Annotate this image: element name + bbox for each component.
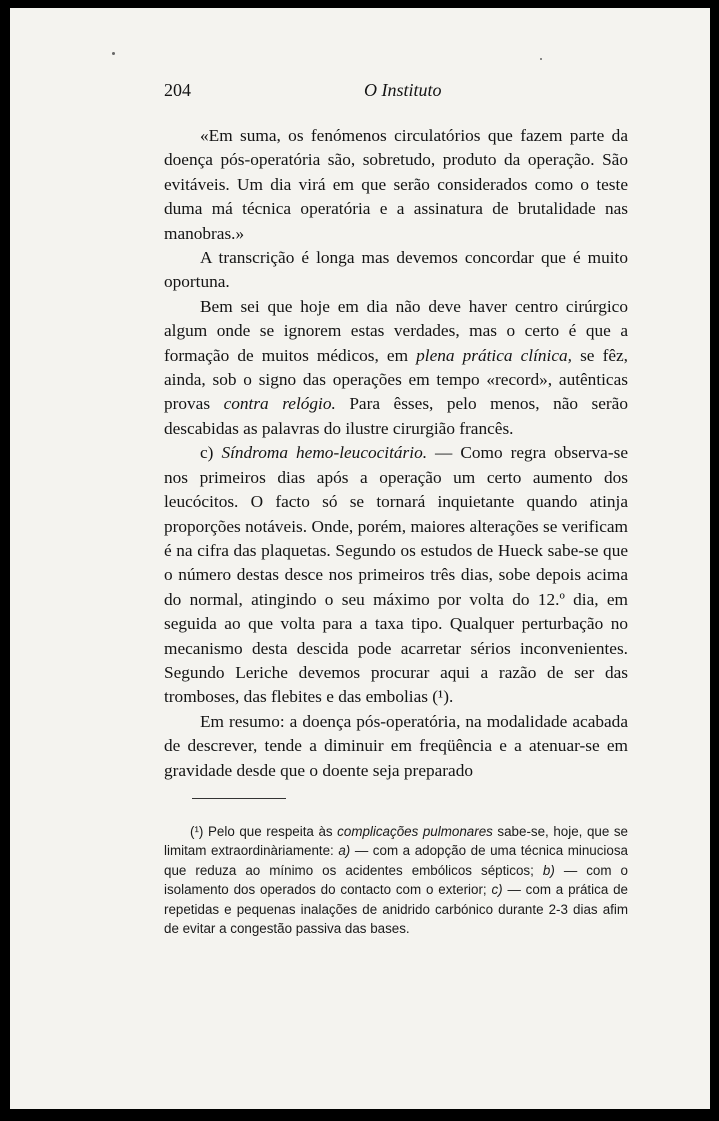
list-marker-a: a) <box>338 843 351 859</box>
text-run: — com o isolamento dos operados do contacto com o exterior; <box>164 862 629 898</box>
emphasis-plena-pratica: plena prática clínica, <box>416 345 572 365</box>
paper-speck <box>540 58 542 60</box>
text-run: Pelo que respeita às <box>203 824 338 839</box>
text-run: — Como regra observa-se nos primeiros dias após a operação um certo aumento dos leucócitos. O facto só se tornará inquietante quando atinja proporções notáveis. Onde, porém, maiores alterações se verificam é na cifra das plaquetas. Segundo os estudos de Hueck sabe-se que o número destas desce nos primeiros três dias, sobe depois acima do normal, atingindo o seu máximo por volta do 12.º dia, em seguida ao que volta para a taxa tipo. Qualquer perturbação no mecanismo desta descida pode acarretar sérios inconvenientes. Segundo Leriche devemos procurar aqui a razão de ser das tromboses, das flebites e das embolias (¹). <box>164 443 628 707</box>
text-run: Para êsses, pelo menos, não serão descabidas as palavras do ilustre cirurgião francês. <box>164 394 628 438</box>
running-title: O Instituto <box>364 80 442 100</box>
section-title: Síndroma hemo-leucocitário. <box>221 443 428 463</box>
running-header <box>164 78 628 102</box>
page-number: 204 <box>164 80 191 100</box>
list-marker-b: b) <box>542 862 555 878</box>
list-marker-c: c) <box>491 882 503 898</box>
paragraph-sindroma <box>164 441 628 709</box>
text-run: Bem sei que hoje em dia não deve haver centro cirúrgico algum onde se ignorem estas verdades, mas o certo é que a formação de muitos médicos, em <box>164 296 628 365</box>
quote-paragraph: «Em suma, os fenómenos circulatórios que fazem parte da doença pós-operatória são, sobretudo, produto da operação. São evitáveis. Um dia virá em que serão considerados como o teste duma má técnica operatória e a assinatura de brutalidade nas manobras.» <box>164 126 628 243</box>
emphasis-complicacoes: complicações pulmonares <box>337 824 493 839</box>
paragraph-resumo: Em resumo: a doença pós-operatória, na modalidade acabada de descrever, tende a diminuir em freqüência e a atenuar-se em gravidade desde que o doente seja preparado <box>164 711 628 780</box>
footnote-1 <box>164 822 628 938</box>
text-run: — com a adopção de uma técnica minuciosa que reduza ao mínimo os acidentes embólicos sépticos; <box>164 843 629 878</box>
paragraph-transcription: A transcrição é longa mas devemos concordar que é muito oportuna. <box>164 248 628 292</box>
paper-speck <box>112 52 115 55</box>
footnote-divider <box>192 798 286 799</box>
footnote-marker: (¹) <box>190 824 204 839</box>
body-text <box>164 124 628 783</box>
emphasis-contra-relogio: contra relógio. <box>223 394 336 414</box>
text-run: — com a prática de repetidas e pequenas inalações de anidrido carbónico durante 2-3 dias afim de evitar a congestão passiva das bases. <box>164 882 629 937</box>
footnote-block <box>164 822 628 938</box>
text-run: sabe-se, hoje, que se limitam extraordinàriamente: <box>164 824 629 859</box>
section-label: c) <box>200 443 222 463</box>
paragraph-surgical-centers <box>164 295 628 441</box>
text-run: se fêz, ainda, sob o signo das operações em tempo «record», autênticas provas <box>164 345 628 414</box>
